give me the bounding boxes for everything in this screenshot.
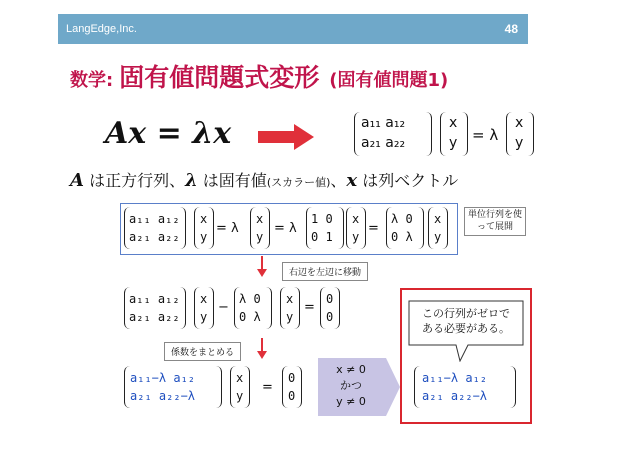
r1-op-3: =: [368, 221, 379, 236]
header-bar: [58, 14, 528, 44]
label-factor: 係数をまとめる: [164, 342, 241, 361]
result-matrix: a₁₁−λ a₁₂ a₂₁ a₂₂−λ: [414, 366, 516, 408]
label-move: 右辺を左辺に移動: [282, 262, 368, 281]
vector-x-right-top: x: [515, 115, 524, 131]
r2-op-2: =: [304, 300, 315, 315]
r2-vector-2: x y: [280, 287, 300, 329]
symbol-A: A: [70, 170, 84, 191]
desc-text-1: は正方行列、: [89, 171, 186, 190]
company-name: LangEdge,Inc.: [66, 23, 137, 35]
r1-vector-3: x y: [346, 207, 366, 249]
note-identity: 単位行列を使って展開: [464, 207, 526, 236]
vector-x: [440, 112, 468, 156]
title-sub: (固有値問題1): [329, 70, 449, 91]
r1-op-2: = λ: [274, 221, 297, 236]
title-main: 固有値問題式変形: [119, 63, 320, 92]
r2-zero-vector: 0 0: [320, 287, 340, 329]
matrix-A-row1: a₁₁ a₁₂: [361, 115, 406, 131]
r2-lambda-matrix: λ 0 0 λ: [234, 287, 272, 329]
desc-text-5: は列ベクトル: [362, 171, 459, 190]
r1-vector-4: x y: [428, 207, 448, 249]
slide-title: [70, 58, 448, 94]
callout-text: この行列がゼロで ある必要がある。: [422, 307, 510, 335]
symbol-x: x: [346, 170, 358, 191]
condition-text: x ≠ 0 かつ y ≠ 0: [336, 363, 366, 408]
r3-zero-vector: 0 0: [282, 366, 302, 408]
r3-matrix: a₁₁−λ a₁₂ a₂₁ a₂₂−λ: [124, 366, 222, 408]
description-line: [70, 168, 458, 191]
r1-vector-1: x y: [194, 207, 214, 249]
equals-lambda: = λ: [472, 126, 499, 144]
down-arrow-icon-2: [256, 338, 268, 360]
eigen-equation: Ax = λx: [105, 116, 232, 151]
r2-op-1: −: [218, 300, 229, 315]
r3-op: =: [262, 380, 273, 395]
vector-x-right-bottom: y: [515, 135, 524, 151]
matrix-A: [354, 112, 432, 156]
r2-matrix-A: a₁₁ a₁₂ a₂₁ a₂₂: [124, 287, 186, 329]
down-arrow-icon: [256, 256, 268, 278]
desc-text-3: (スカラー値): [266, 176, 331, 189]
r1-lambda-matrix: λ 0 0 λ: [386, 207, 424, 249]
desc-text-2: は固有値: [202, 171, 267, 190]
vector-x-top: x: [449, 115, 458, 131]
r1-vector-2: x y: [250, 207, 270, 249]
matrix-A-row2: a₂₁ a₂₂: [361, 135, 406, 151]
symbol-lambda: λ: [185, 170, 198, 191]
r1-op-1: = λ: [216, 221, 239, 236]
r3-vector: x y: [230, 366, 250, 408]
r1-identity-matrix: 1 0 0 1: [306, 207, 344, 249]
desc-text-4: 、: [330, 171, 347, 190]
vector-x-right: [506, 112, 534, 156]
title-label: 数学:: [70, 70, 114, 91]
page-number: 48: [504, 22, 518, 36]
vector-x-bottom: y: [449, 135, 458, 151]
right-arrow-icon: [258, 122, 316, 152]
r1-matrix-A: a₁₁ a₁₂ a₂₁ a₂₂: [124, 207, 186, 249]
r2-vector-1: x y: [194, 287, 214, 329]
